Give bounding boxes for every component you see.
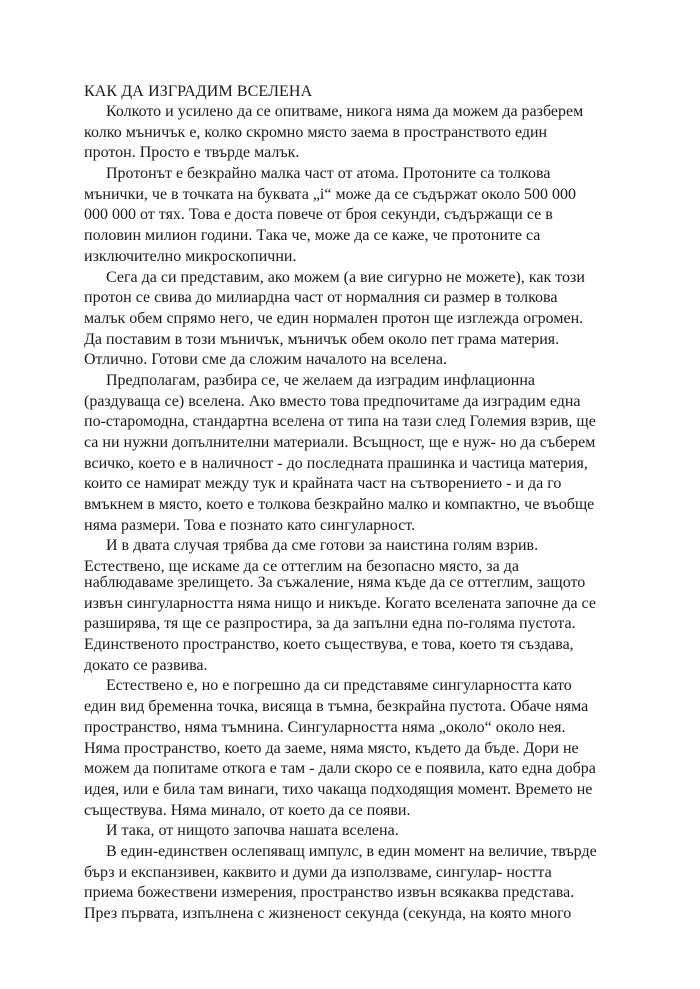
text-line: извън сингуларността няма нищо и никъде. Когато вселената започне да се — [84, 594, 596, 612]
text-line: приема божествени измерения, пространство извън всякаква представа. — [84, 884, 575, 902]
text-line: протон. Просто е твърде малък. — [84, 144, 300, 162]
text-line: всичко, което е в наличност - до последната прашинка и частица материя, — [84, 454, 588, 472]
text-block-lower — [84, 573, 624, 925]
text-line: Колкото и усилено да се опитваме, никога няма да можем да разберем — [106, 103, 584, 120]
paragraph — [84, 536, 624, 577]
text-line: колко мъничък е, колко скромно място заема в пространството един — [84, 123, 548, 141]
paragraph — [84, 821, 624, 842]
text-line: са ни нужни допълнителни материали. Всъщност, ще е нуж- но да съберем — [84, 434, 596, 451]
paragraph — [84, 842, 624, 925]
text-line: идея, или е била там винаги, тихо чакаща подходящия момент. Времето не — [84, 780, 593, 798]
text-block-upper — [84, 102, 624, 578]
text-line: И така, от нищото започва нашата вселена. — [106, 822, 399, 840]
text-line: Няма пространство, което да заеме, няма място, където да бъде. Дори не — [84, 739, 579, 757]
text-line: по-старомодна, стандартна вселена от типа на тази след Големия взрив, ще — [84, 413, 596, 431]
text-line: В един-единствен ослепяващ импулс, в един момент на величие, твърде — [106, 842, 597, 860]
text-line: няма размери. Това е познато като сингуларност. — [84, 516, 416, 534]
text-line: Предполагам, разбира се, че желаем да изградим инфлационна — [106, 371, 535, 389]
text-line: Естествено, ще искаме да се оттеглим на безопасно място, за да — [84, 558, 519, 576]
text-line: Естествено е, но е погрешно да си представяме сингуларността като — [106, 677, 572, 695]
text-line: разширява, тя ще се разпростира, за да запълни една по-голяма пустота. — [84, 615, 576, 633]
text-line: можем да попитаме откога е там - дали скоро се е появила, като една добра — [84, 760, 596, 778]
text-line: протон се свива до милиардна част от нормалния си размер в толкова — [84, 289, 558, 307]
text-line: бърз и експанзивен, каквито и думи да използваме, сингулар- ността — [84, 863, 552, 881]
text-line: През първата, изпълнена с жизненост секунда (секунда, на която много — [84, 905, 572, 922]
text-line: един вид бременна точка, висяща в тъмна, безкрайна пустота. Обаче няма — [84, 698, 589, 716]
paragraph — [84, 164, 624, 267]
text-line: Протонът е безкрайно малка част от атома. Протоните са толкова — [106, 165, 551, 183]
text-line: докато се развива. — [84, 656, 208, 674]
text-line: (раздуваща се) вселена. Ако вместо това предпочитаме да изградим една — [84, 392, 581, 410]
text-line: 000 000 от тях. Това е доста повече от броя секунди, съдържащи се в — [84, 206, 553, 224]
text-line: Отлично. Готови сме да сложим началото на вселена. — [84, 351, 447, 369]
paragraph — [84, 102, 624, 164]
paragraph — [84, 676, 624, 821]
document-title: КАК ДА ИЗГРАДИМ ВСЕЛЕНА — [84, 83, 313, 100]
paragraph — [84, 268, 624, 371]
text-line: наблюдаваме зрелището. За съжаление, няма къде да се оттеглим, защото — [84, 574, 586, 591]
text-line: вмъкнем в място, което е толкова безкрайно малко и компактно, че въобще — [84, 496, 595, 514]
text-line: Да поставим в този мъничък, мъничък обем около пет грама материя. — [84, 330, 560, 348]
text-line: съществува. Няма минало, от което да се появи. — [84, 801, 411, 819]
text-line: И в двата случая трябва да сме готови за наистина голям взрив. — [106, 537, 539, 555]
text-line: пространство, няма тъмнина. Сингуларността няма „около“ около нея. — [84, 718, 566, 736]
text-line: изключително микроскопични. — [84, 247, 297, 265]
text-line: малък обем спрямо него, че един нормален протон ще изглежда огромен. — [84, 309, 584, 327]
text-line: Единственото пространство, което съществува, е това, което тя създава, — [84, 636, 574, 654]
paragraph — [84, 371, 624, 537]
paragraph — [84, 573, 624, 676]
text-line: които се намират между тук и крайната част на сътворението - и да го — [84, 475, 562, 493]
text-line: Сега да си представим, ако можем (а вие сигурно не можете), как този — [106, 268, 585, 286]
text-line: мънички, че в точката на буквата „і“ може да се съдържат около 500 000 — [84, 185, 577, 203]
text-line: половин милион години. Така че, може да се каже, че протоните са — [84, 227, 541, 245]
